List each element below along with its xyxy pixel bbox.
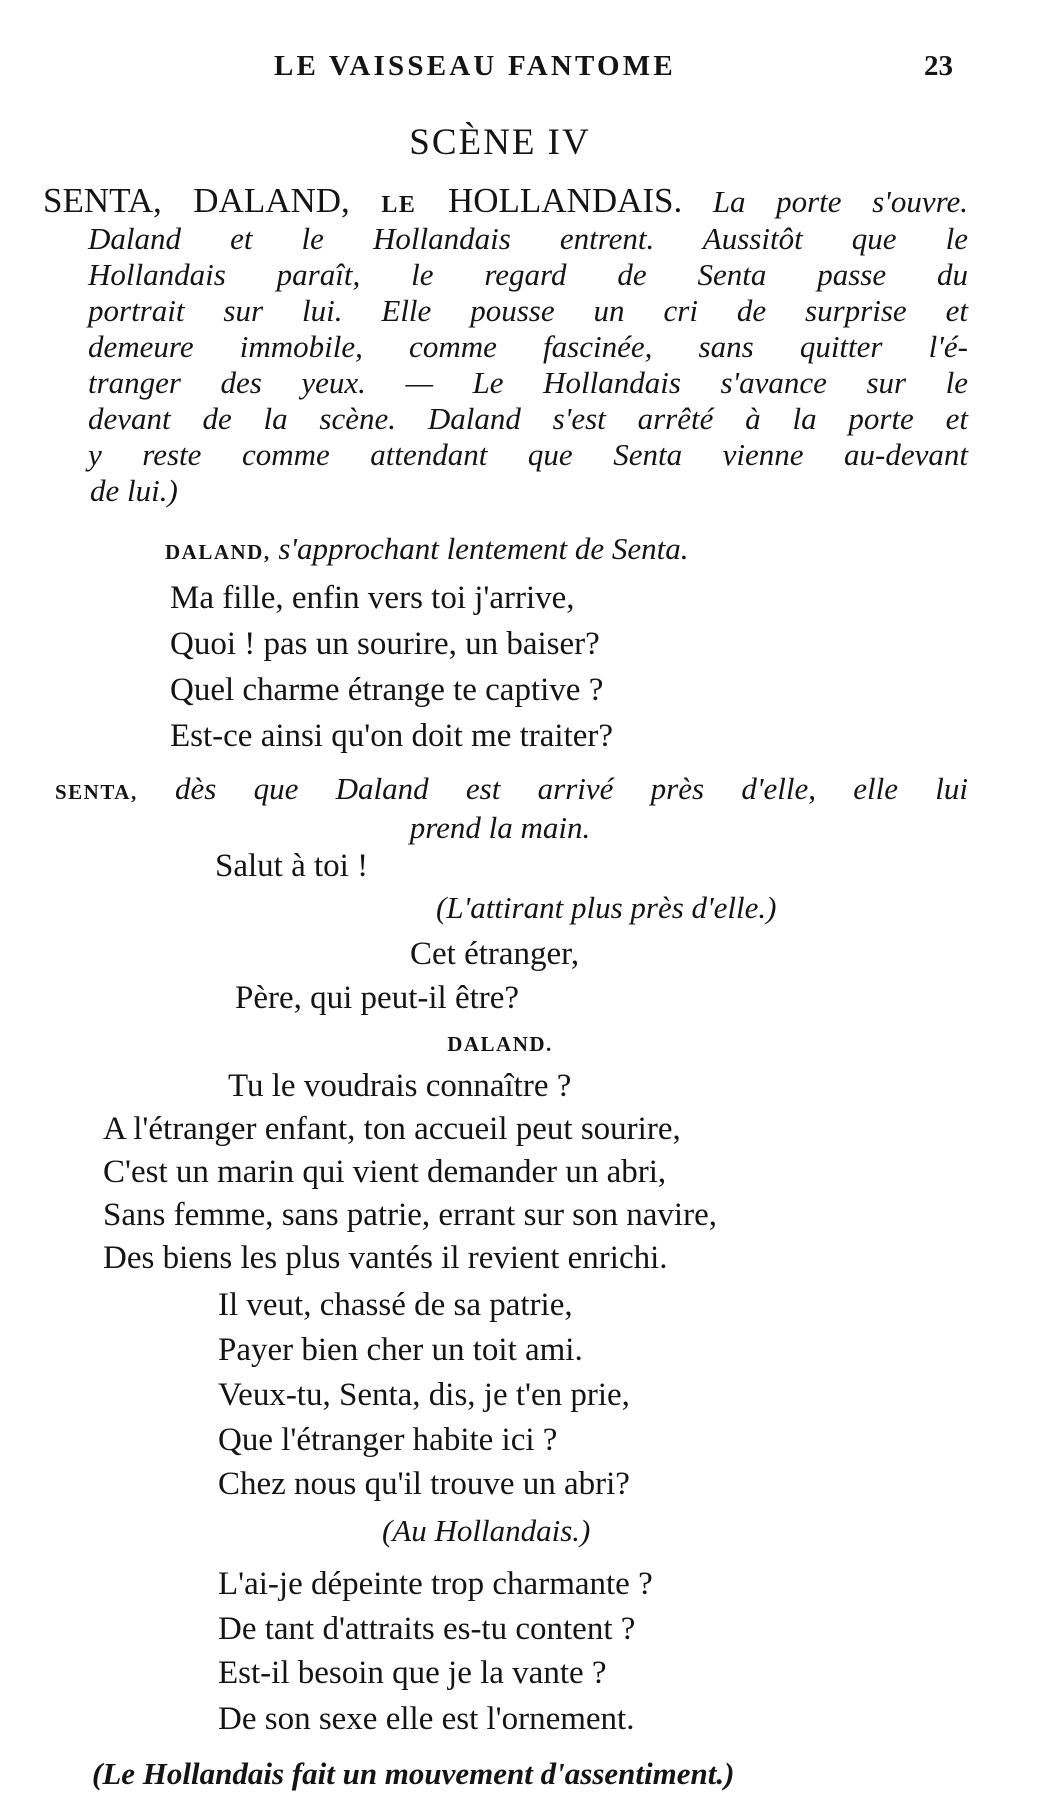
- stage-direction-line: devant de la scène. Daland s'est arrêté à la porte et: [88, 401, 968, 436]
- speaker-direction-continued: prend la main.: [409, 810, 591, 845]
- stage-direction-text: La porte s'ouvre.: [682, 184, 968, 219]
- verse-line: Père, qui peut-il être?: [235, 980, 520, 1016]
- verse-line: Payer bien cher un toit ami.: [218, 1332, 583, 1368]
- verse-line: De tant d'attraits es-tu content ?: [218, 1611, 636, 1647]
- stage-direction-article: LE: [381, 192, 417, 218]
- speaker-name: SENTA,: [55, 780, 138, 804]
- verse-line: Sans femme, sans patrie, errant sur son navire,: [103, 1197, 717, 1233]
- stage-direction-line: [43, 183, 968, 218]
- verse-line: Il veut, chassé de sa patrie,: [218, 1287, 573, 1323]
- verse-line: L'ai-je dépeinte trop charmante ?: [218, 1566, 653, 1602]
- speaker-cue-senta: [55, 773, 968, 804]
- stage-direction-final: (Le Hollandais fait un mouvement d'assentiment.): [92, 1756, 735, 1791]
- verse-line: Chez nous qu'il trouve un abri?: [218, 1466, 630, 1502]
- speaker-name: DALAND,: [165, 540, 271, 564]
- stage-direction-line: demeure immobile, comme fascinée, sans quitter l'é-: [88, 329, 968, 364]
- stage-direction-line: y reste comme attendant que Senta vienne au-devant: [88, 437, 968, 472]
- page-number: 23: [924, 50, 953, 82]
- verse-line: Est-il besoin que je la vante ?: [218, 1655, 607, 1691]
- speaker-cue-daland: [165, 533, 688, 564]
- verse-line: Des biens les plus vantés il revient enrichi.: [103, 1240, 668, 1276]
- stage-direction-line: portrait sur lui. Elle pousse un cri de surprise et: [88, 293, 968, 328]
- verse-line: Quoi ! pas un sourire, un baiser?: [170, 626, 600, 662]
- verse-line: Salut à toi !: [215, 848, 369, 884]
- verse-line: Veux-tu, Senta, dis, je t'en prie,: [218, 1377, 630, 1413]
- stage-direction-hollandais: HOLLANDAIS.: [416, 181, 683, 220]
- speaker-direction: s'approchant lentement de Senta.: [270, 531, 689, 566]
- verse-line: Tu le voudrais connaître ?: [228, 1068, 572, 1104]
- aside-direction: (Au Hollandais.): [382, 1513, 591, 1548]
- verse-line: De son sexe elle est l'ornement.: [218, 1701, 635, 1737]
- verse-line: Quel charme étrange te captive ?: [170, 672, 604, 708]
- aside-direction: (L'attirant plus près d'elle.): [436, 890, 777, 925]
- stage-direction-line: Hollandais paraît, le regard de Senta passe du: [88, 257, 968, 292]
- verse-line: Que l'étranger habite ici ?: [218, 1422, 558, 1458]
- stage-direction-line: tranger des yeux. — Le Hollandais s'avance sur le: [88, 365, 968, 400]
- speaker-cue-daland: DALAND.: [447, 1032, 553, 1056]
- running-header-title: LE VAISSEAU FANTOME: [274, 50, 676, 82]
- speaker-direction: dès que Daland est arrivé près d'elle, elle lui: [137, 771, 968, 806]
- verse-line: Cet étranger,: [410, 936, 580, 972]
- verse-line: C'est un marin qui vient demander un abri,: [103, 1154, 667, 1190]
- verse-line: A l'étranger enfant, ton accueil peut sourire,: [103, 1111, 681, 1147]
- stage-direction-line: de lui.): [90, 473, 178, 508]
- stage-direction-line: Daland et le Hollandais entrent. Aussitôt que le: [88, 221, 968, 256]
- scene-title: SCÈNE IV: [409, 122, 591, 163]
- stage-direction-characters: SENTA, DALAND,: [43, 181, 382, 220]
- verse-line: Ma fille, enfin vers toi j'arrive,: [170, 580, 575, 616]
- verse-line: Est-ce ainsi qu'on doit me traiter?: [170, 718, 614, 754]
